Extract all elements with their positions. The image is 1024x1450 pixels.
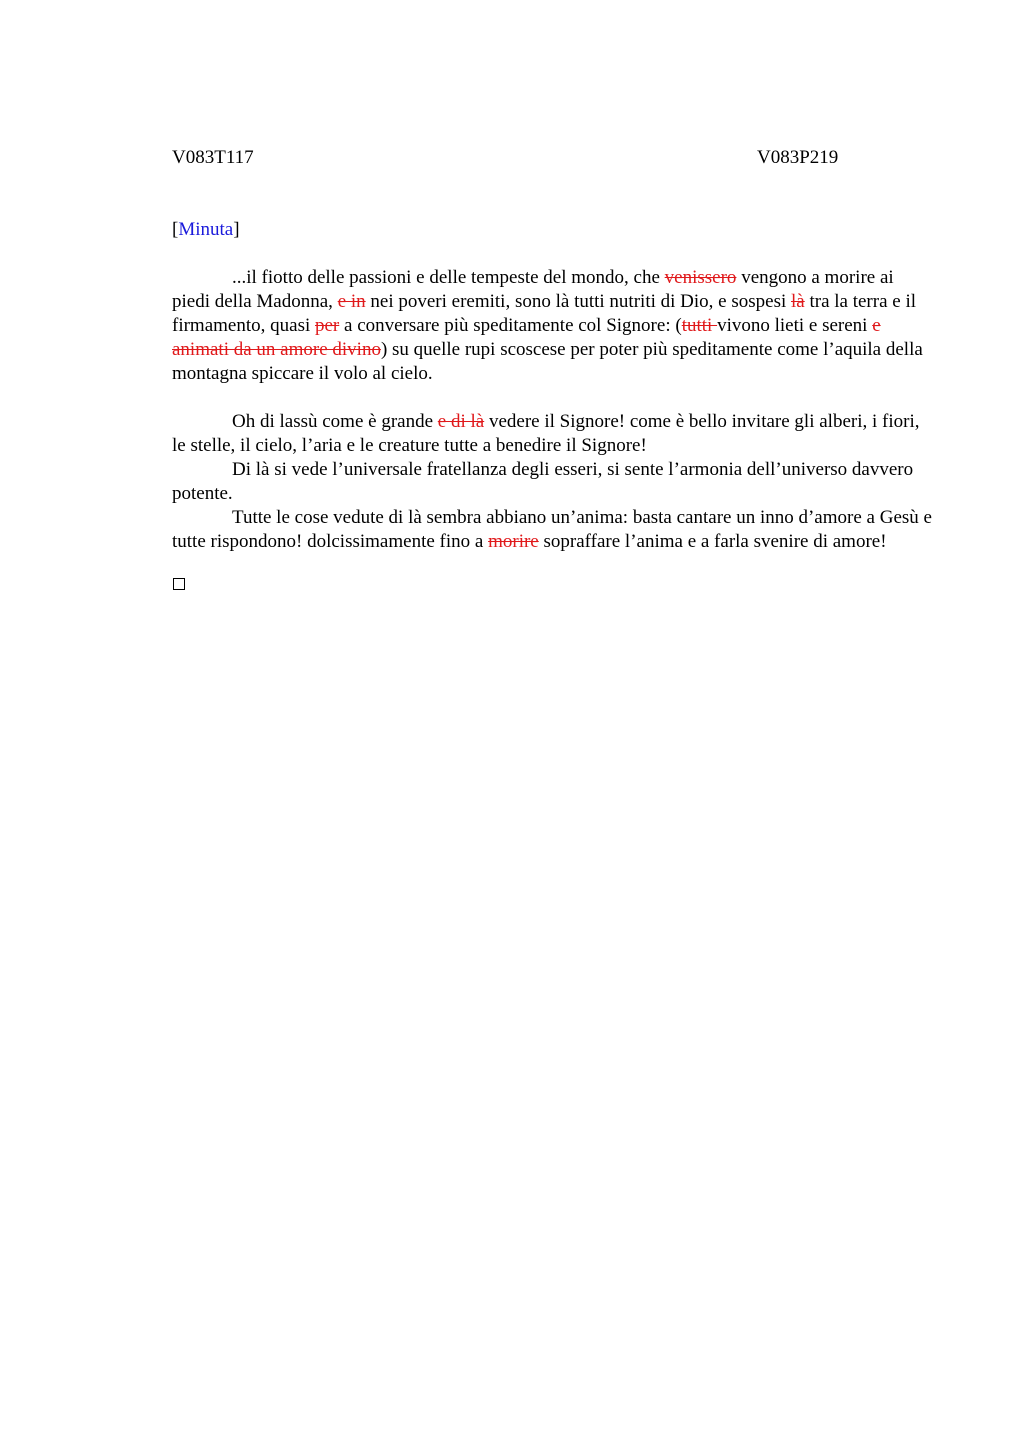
- text-segment: Oh di lassù come è grande: [232, 411, 438, 432]
- deleted-text: morire: [488, 531, 539, 552]
- deleted-text: e di là: [437, 411, 485, 432]
- section-label-text: Minuta: [178, 219, 234, 240]
- deleted-text: là: [791, 291, 805, 312]
- text-segment: vivono lieti e sereni: [717, 315, 873, 336]
- text-segment: tra la terra e il firmamento, quasi: [172, 291, 917, 336]
- text-segment: nei poveri eremiti, sono là tutti nutriti di Dio, e sospesi: [365, 291, 791, 312]
- text-segment: ) su quelle rupi scoscese per poter più speditamente come l’aquila della montagna spiccare il volo al cielo.: [172, 339, 923, 384]
- paragraph-2: [172, 410, 932, 458]
- text-segment: Tutte le cose vedute di là sembra abbiano un’anima: basta cantare un inno d’amore a Gesù e tutte rispondono! dolcissimamente fino a: [172, 507, 932, 552]
- deleted-text: tutti: [681, 315, 718, 336]
- paragraph-3: [172, 458, 932, 506]
- deleted-text: e in: [337, 291, 366, 312]
- text-segment: sopraffare l’anima e a farla svenire di amore!: [538, 531, 887, 552]
- text-segment: vengono a morire ai piedi della Madonna,: [172, 267, 894, 312]
- text-segment: ...il fiotto delle passioni e delle tempeste del mondo, che: [232, 267, 665, 288]
- text-segment: Di là si vede l’universale fratellanza degli esseri, si sente l’armonia dell’universo davvero potente.: [172, 459, 914, 504]
- text-segment: vedere il Signore! come è bello invitare gli alberi, i fiori, le stelle, il cielo, l’aria e le creature tutte a benedire il Signore!: [172, 411, 920, 456]
- open-bracket: [: [172, 219, 179, 240]
- page-code: V083P219: [757, 147, 839, 168]
- paragraph-1: [172, 266, 932, 386]
- deleted-text: e animati da un amore divino: [172, 315, 881, 360]
- deleted-text: per: [315, 315, 340, 336]
- section-label: [172, 218, 240, 242]
- close-bracket: ]: [233, 219, 240, 240]
- body-text: [172, 266, 932, 554]
- text-segment: a conversare più speditamente col Signore: (: [339, 315, 682, 336]
- paragraph-4: [172, 506, 932, 554]
- empty-square-icon: [173, 578, 185, 590]
- deleted-text: venissero: [664, 267, 737, 288]
- document-code: V083T117: [172, 147, 254, 168]
